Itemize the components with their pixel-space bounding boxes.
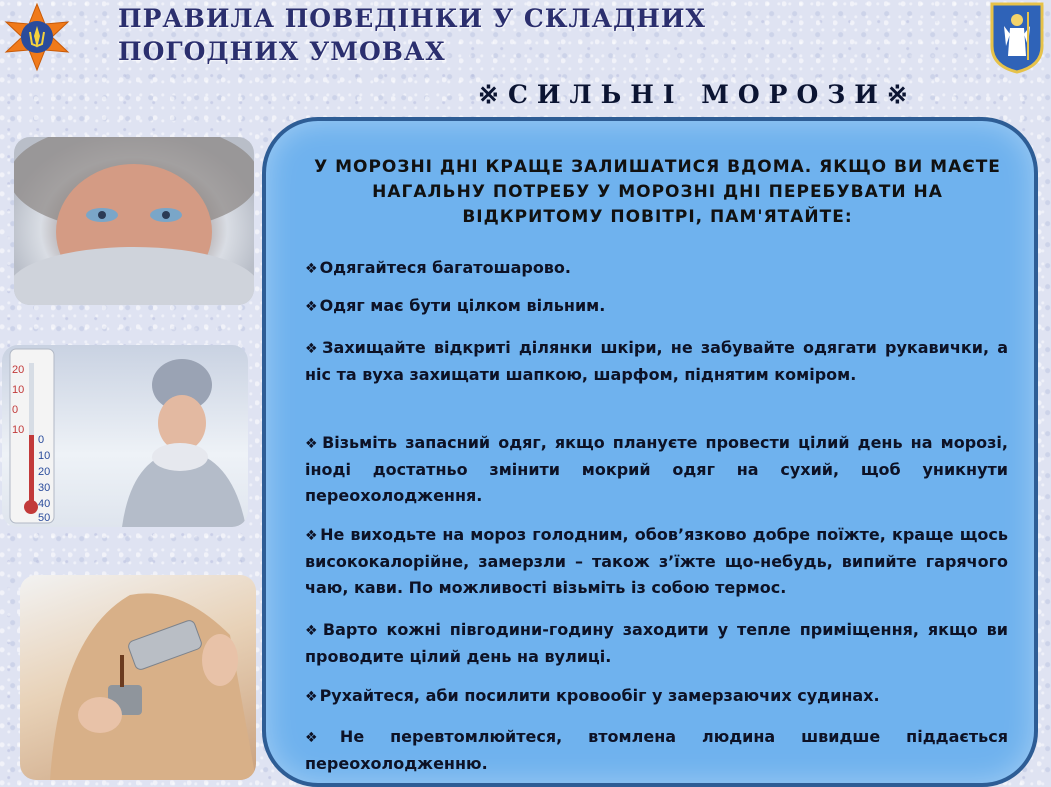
diamond-bullet-icon: ❖ (305, 528, 319, 544)
diamond-bullet-icon: ❖ (305, 730, 338, 746)
tip-text: Не перевтомлюйтеся, втомлена людина швидше піддається переохолодженню. (305, 727, 1008, 773)
tip-text: Одягайтеся багатошарово. (319, 258, 571, 277)
diamond-bullet-icon: ❖ (305, 623, 321, 639)
tip-item (305, 293, 1008, 320)
tip-text: Візьміть запасний одяг, якщо плануєте провести цілий день на морозі, іноді достатньо змінити мокрий одяг на сухий, щоб уникнути переохолодження. (305, 433, 1008, 505)
tip-text: Захищайте відкриті ділянки шкіри, не забувайте одягати рукавички, а ніс та вуха захищати шапкою, шарфом, піднятим коміром. (305, 338, 1009, 384)
tip-item (305, 335, 1008, 388)
scale-label: 50 (38, 512, 51, 524)
page-subtitle: ※СИЛЬНІ МОРОЗИ※ (478, 80, 917, 109)
scale-label: 0 (12, 404, 19, 416)
tip-text: Одяг має бути цілком вільним. (319, 296, 606, 315)
thermos-and-cup-photo (20, 575, 256, 780)
scale-label: 0 (38, 434, 45, 446)
page-title (118, 2, 706, 68)
intro-text: У МОРОЗНІ ДНІ КРАЩЕ ЗАЛИШАТИСЯ ВДОМА. ЯКЩО ВИ МАЄТЕ НАГАЛЬНУ ПОТРЕБУ У МОРОЗНІ ДНІ ПЕРЕБУВАТИ НА ВІДКРИТОМУ ПОВІТРІ, ПАМ'ЯТАЙТЕ: (314, 157, 1001, 227)
emergency-service-emblem-icon (2, 2, 72, 72)
tip-text: Не виходьте на мороз голодним, обов’язково добре поїжте, краще щось висококалорійне, замерзли – також з’їжте що-небудь, випийте гарячого чаю, кави. По можливості візьміть із собою термос. (305, 525, 1008, 597)
scale-label: 10 (38, 450, 51, 462)
scale-label: 10 (12, 384, 25, 396)
diamond-bullet-icon: ❖ (305, 689, 318, 705)
scale-label: 40 (38, 498, 51, 510)
tip-item (305, 430, 1008, 509)
kyiv-coat-of-arms-icon (988, 0, 1046, 74)
tip-item (305, 617, 1008, 670)
tip-text: Рухайтеся, аби посилити кровообіг у замерзаючих судинах. (319, 686, 880, 705)
title-line: ПРАВИЛА ПОВЕДІНКИ У СКЛАДНИХ (118, 4, 706, 33)
diamond-bullet-icon: ❖ (305, 436, 321, 452)
scale-label: 30 (38, 482, 51, 494)
frozen-face-photo (14, 137, 254, 305)
scale-label: 10 (12, 424, 25, 436)
diamond-bullet-icon: ❖ (305, 299, 318, 315)
scale-label: 20 (38, 466, 51, 478)
diamond-bullet-icon: ❖ (305, 261, 318, 277)
tip-item (305, 724, 1008, 777)
diamond-bullet-icon: ❖ (305, 341, 321, 357)
tip-text: Варто кожні півгодини-годину заходити у тепле приміщення, якщо ви проводите цілий день на вулиці. (305, 620, 1008, 666)
scale-label: 20 (12, 364, 25, 376)
tip-item (305, 683, 1008, 710)
tip-item (305, 255, 1008, 282)
thermometer-and-woman-photo (2, 345, 248, 527)
tip-item (305, 522, 1008, 601)
title-line: ПОГОДНИХ УМОВАХ (118, 37, 446, 66)
